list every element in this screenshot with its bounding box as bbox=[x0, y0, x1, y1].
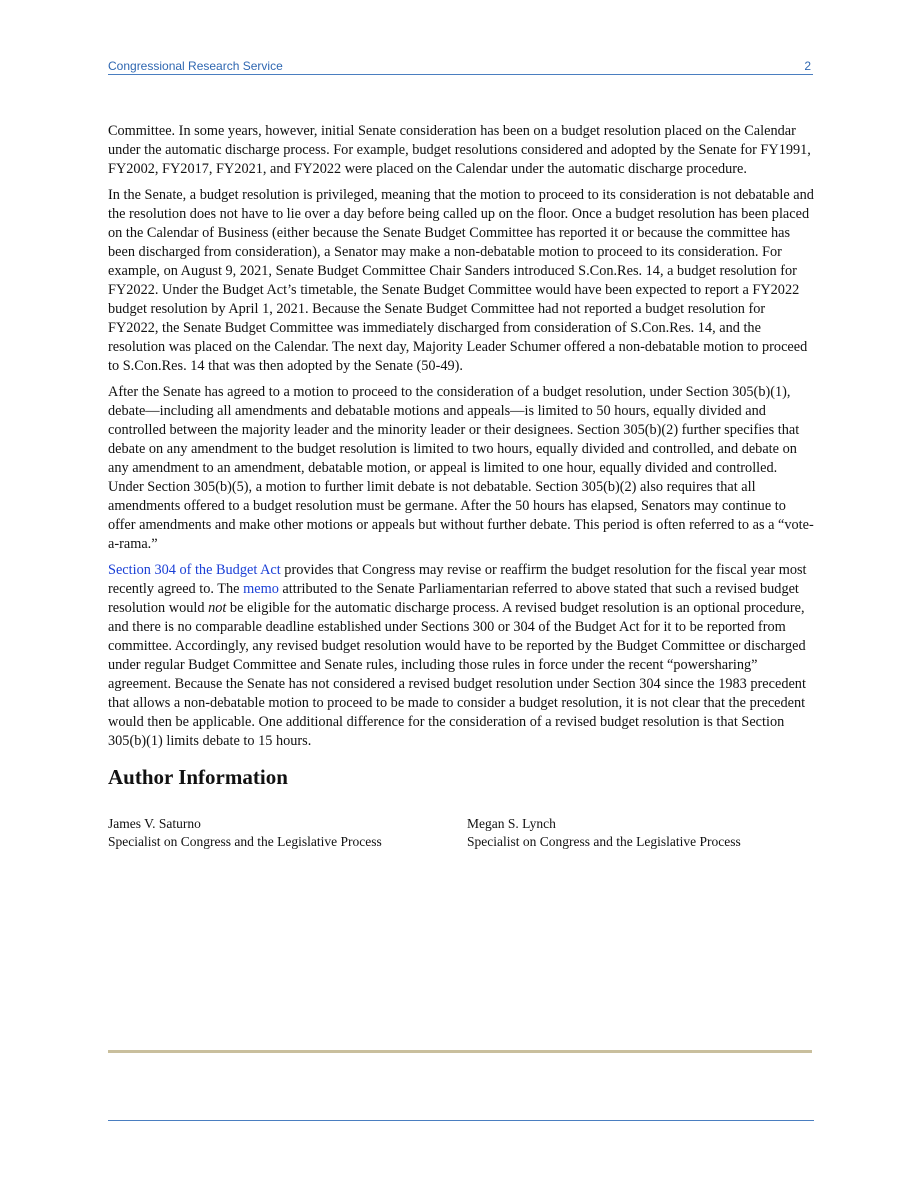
document-body bbox=[108, 122, 814, 855]
author-information-heading: Author Information bbox=[108, 765, 288, 789]
author-name: Megan S. Lynch bbox=[467, 816, 556, 831]
paragraph-4-text-1: provides that Congress may revise or reaffirm the budget resolution for the fiscal year most recently agreed to. The bbox=[108, 562, 807, 597]
paragraph-2: In the Senate, a budget resolution is privileged, meaning that the motion to proceed to its consideration is not debatable and the resolution does not have to lie over a day before being called up on the floor. Once a budget resolution has been placed on the Calendar of Business (either because the Senate Budget Committee has reported it or because the committee has been discharged from consideration), a Senator may make a non-debatable motion to proceed to its consideration. For example, on August 9, 2021, Senate Budget Committee Chair Sanders introduced S.Con.Res. 14, a budget resolution for FY2022. Under the Budget Act’s timetable, the Senate Budget Committee would have been expected to report a FY2022 budget resolution by April 1, 2021. Because the Senate Budget Committee had not reported a budget resolution for FY2022, the Senate Budget Committee was immediately discharged from consideration of S.Con.Res. 14, and the resolution was placed on the Calendar. The next day, Majority Leader Schumer offered a non-debatable motion to proceed to S.Con.Res. 14 that was then adopted by the Senate (50-49). bbox=[108, 187, 814, 374]
author-name: James V. Saturno bbox=[108, 816, 201, 831]
paragraph-3: After the Senate has agreed to a motion to proceed to the consideration of a budget resolution, under Section 305(b)(1), debate—including all amendments and debatable motions and appeals—is limited to 50 hours, equally divided and controlled between the majority leader and the minority leader or their designees. Section 305(b)(2) further specifies that debate on any amendment to the budget resolution is limited to two hours, equally divided and controlled, and debate on any amendment to an amendment, debatable motion, or appeal is limited to one hour, equally divided and controlled. Under Section 305(b)(5), a motion to further limit debate is not debatable. Section 305(b)(2) also requires that all amendments offered to a budget resolution must be germane. After the 50 hours has elapsed, Senators may continue to offer amendments and make other motions or appeals but without further debate. This period is often referred to as a “vote-a-rama.” bbox=[108, 384, 814, 552]
paragraph-4-emphasis: not bbox=[208, 600, 227, 616]
page-header bbox=[108, 57, 813, 75]
footer-rule bbox=[108, 1120, 814, 1121]
author-list bbox=[108, 815, 814, 855]
paragraph-4 bbox=[108, 561, 814, 751]
budget-act-section-304-link[interactable]: Section 304 of the Budget Act bbox=[108, 562, 281, 578]
author-title: Specialist on Congress and the Legislative Process bbox=[467, 834, 741, 849]
paragraph-4-text-3: be eligible for the automatic discharge process. A revised budget resolution is an optional procedure, and there is no comparable deadline established under Sections 300 or 304 of the Budget Act for it to be reported from committee. Accordingly, any revised budget resolution would have to be reported by the Budget Committee or discharged under regular Budget Committee and Senate rules, including those rules in force under the recent “powersharing” agreement. Because the Senate has not considered a revised budget resolution under Section 304 since the 1983 precedent that allows a non-debatable motion to proceed to be made to consider a budget resolution, it is not clear that the precedent would then be applicable. One additional difference for the consideration of a revised budget resolution is that Section 305(b)(1) limits debate to 15 hours. bbox=[108, 600, 806, 749]
section-divider bbox=[108, 1050, 812, 1053]
author-1 bbox=[108, 815, 382, 851]
memo-link[interactable]: memo bbox=[243, 581, 279, 597]
author-2 bbox=[467, 815, 741, 851]
paragraph-4-text-2: attributed to the Senate Parliamentarian referred to above stated that such a revised budget resolution would bbox=[108, 581, 799, 616]
page-number: 2 bbox=[804, 59, 811, 73]
paragraph-1: Committee. In some years, however, initial Senate consideration has been on a budget resolution placed on the Calendar under the automatic discharge process. For example, budget resolutions considered and adopted by the Senate for FY1991, FY2002, FY2017, FY2021, and FY2022 were placed on the Calendar under the automatic discharge procedure. bbox=[108, 123, 811, 177]
author-title: Specialist on Congress and the Legislative Process bbox=[108, 834, 382, 849]
header-organization: Congressional Research Service bbox=[108, 59, 283, 73]
